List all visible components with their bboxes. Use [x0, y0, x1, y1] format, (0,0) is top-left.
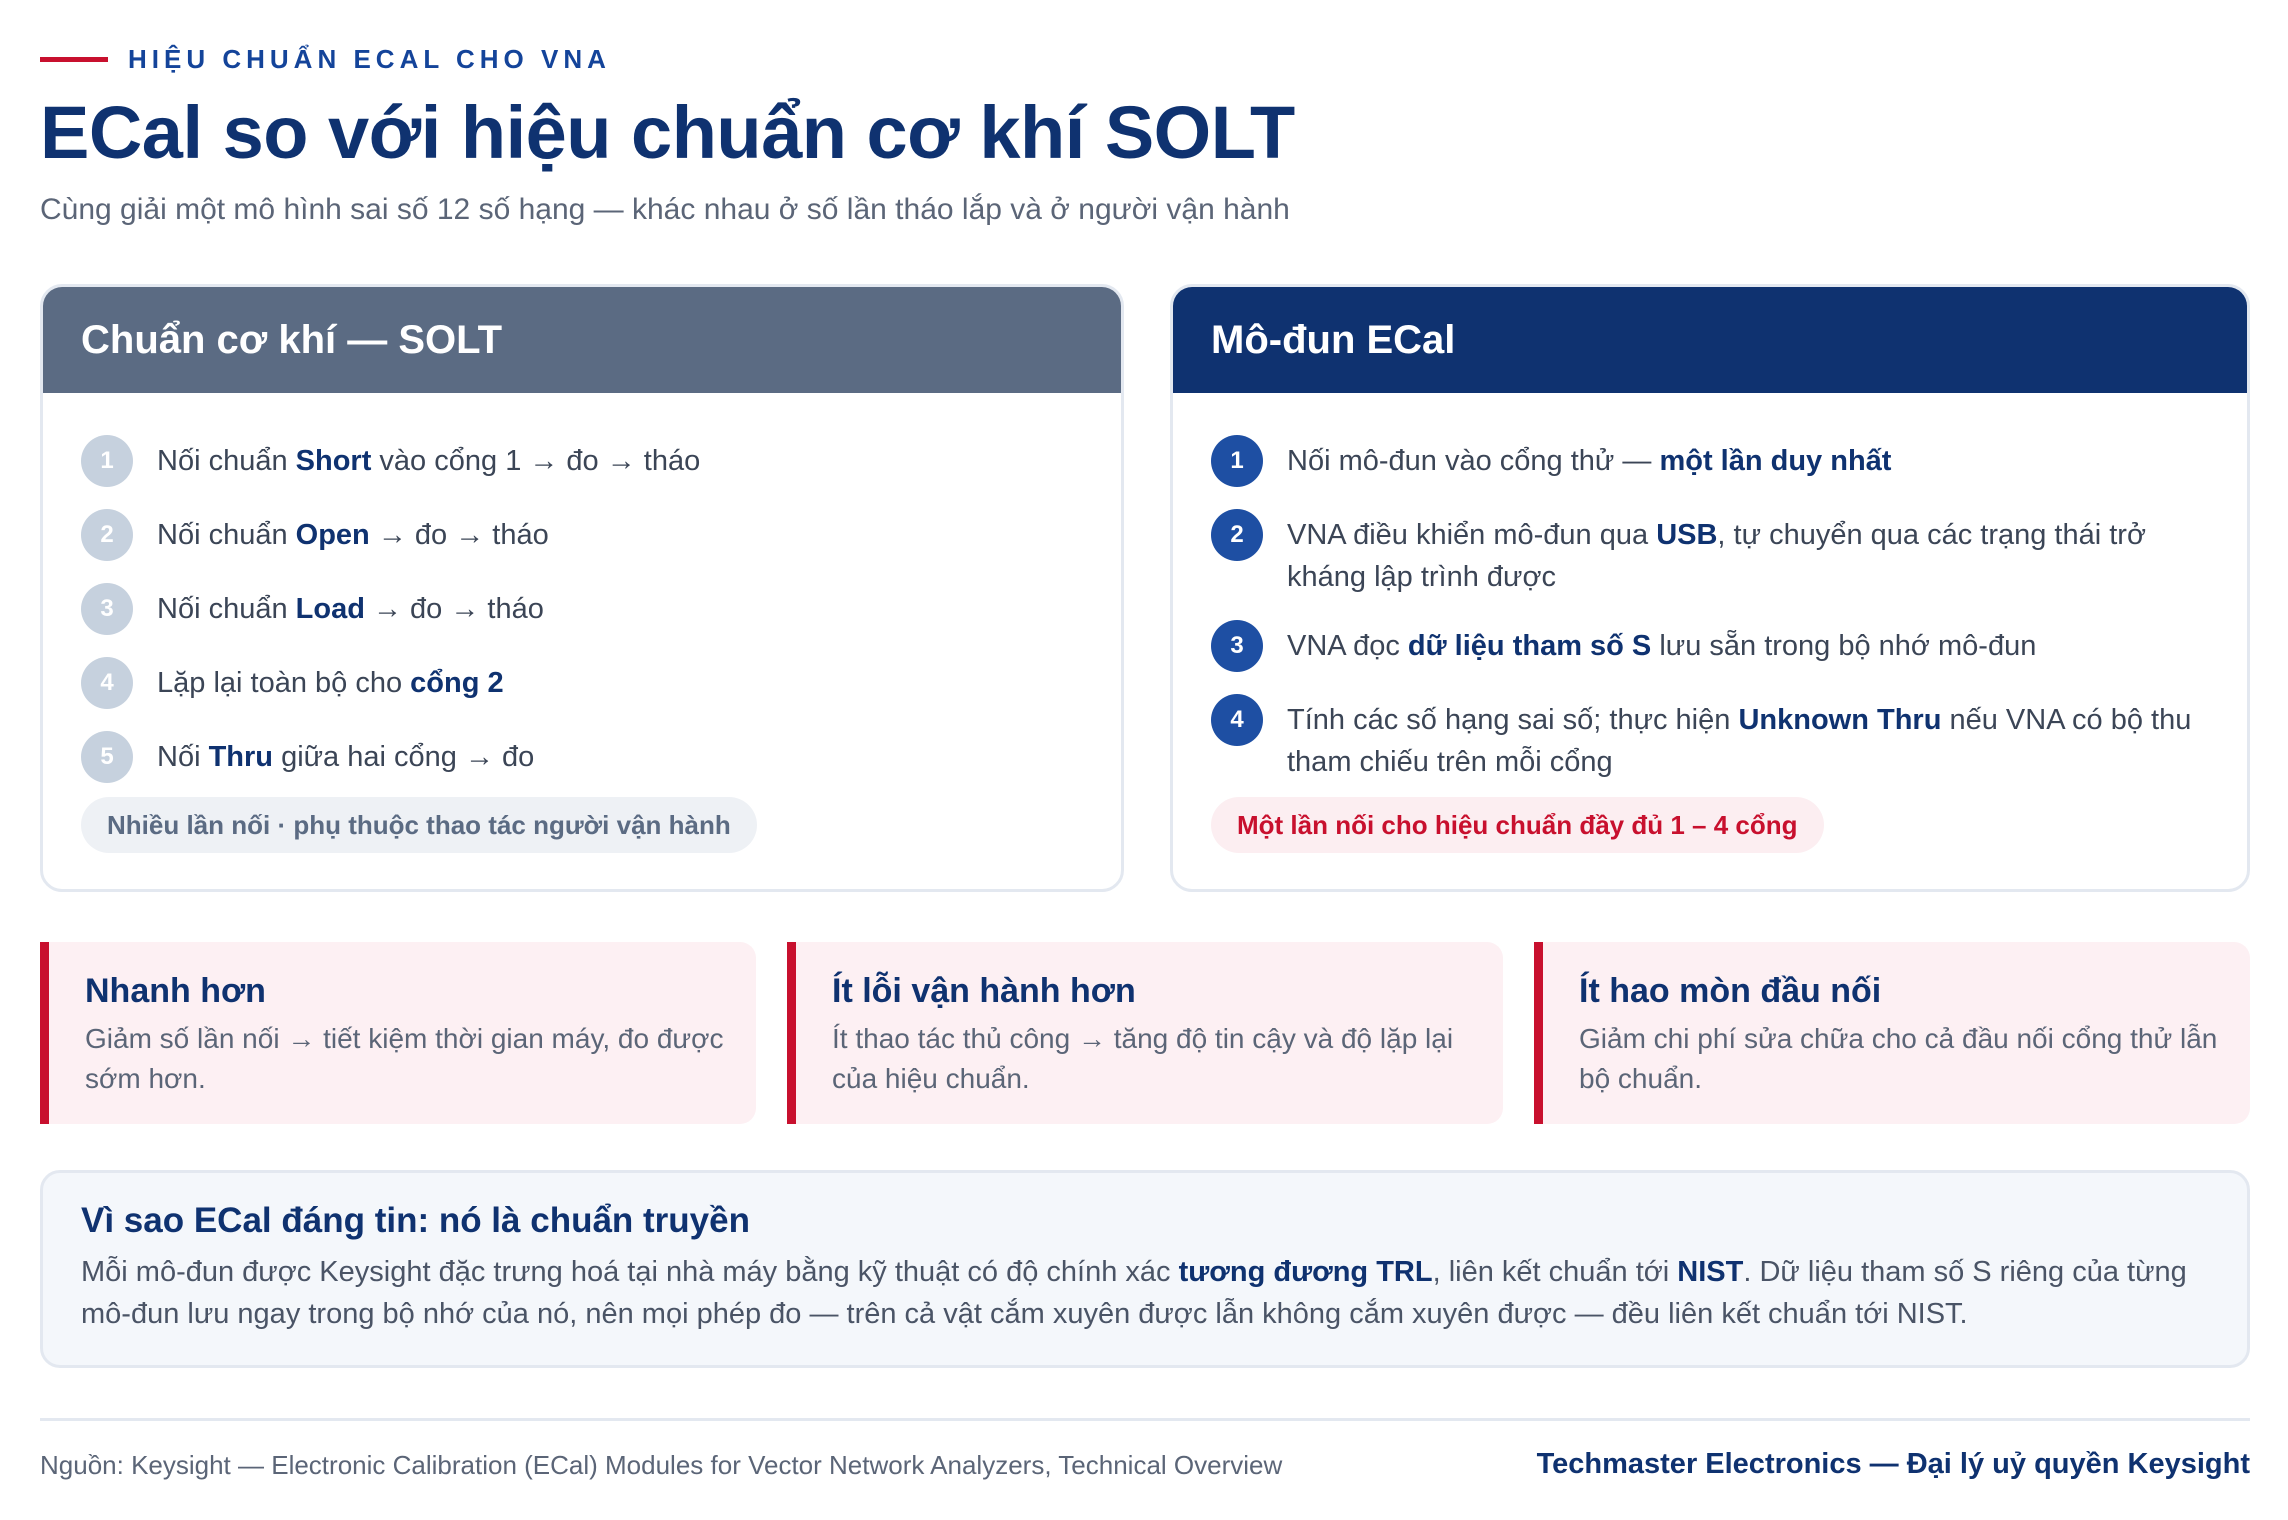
- step-text: Nối mô-đun vào cổng thử — một lần duy nhất: [1287, 445, 1892, 477]
- ecal-steps: [1173, 393, 2247, 783]
- step-number-badge: 3: [81, 583, 133, 635]
- ecal-step: [1211, 694, 2247, 783]
- step-text: VNA đọc dữ liệu tham số S lưu sẵn trong bộ nhớ mô-đun: [1287, 630, 2037, 662]
- solt-step: [81, 509, 1121, 561]
- ecal-step: [1211, 509, 2247, 598]
- step-text: Lặp lại toàn bộ cho cổng 2: [157, 667, 504, 699]
- step-number-badge: 2: [1211, 509, 1263, 561]
- benefit-title: Nhanh hơn: [85, 972, 266, 1010]
- step-number-badge: 1: [81, 435, 133, 487]
- benefit-card-fewer-errors: [787, 942, 1503, 1124]
- page-subtitle: Cùng giải một mô hình sai số 12 số hạng — khác nhau ở số lần tháo lắp và ở người vận hành: [40, 193, 1290, 226]
- benefit-description: Ít thao tác thủ công → tăng độ tin cậy và độ lặp lại của hiệu chuẩn.: [832, 1023, 1454, 1094]
- benefit-title: Ít hao mòn đầu nối: [1579, 972, 1882, 1010]
- why-body: Mỗi mô-đun được Keysight đặc trưng hoá tại nhà máy bằng kỹ thuật có độ chính xác tương đương TRL, liên kết chuẩn tới NIST. Dữ liệu tham số S riêng của từng mô-đun lưu ngay trong bộ nhớ của nó, nên mọi phép đo — trên cả vật cắm xuyên được lẫn không cắm xuyên được — đều liên kết chuẩn tới NIST.: [81, 1256, 2187, 1330]
- ecal-card: [1170, 284, 2250, 892]
- accent-line: [40, 57, 108, 62]
- solt-card: [40, 284, 1124, 892]
- step-number-badge: 3: [1211, 620, 1263, 672]
- benefit-card-faster: [40, 942, 756, 1124]
- source-citation: Nguồn: Keysight — Electronic Calibration (ECal) Modules for Vector Network Analyzers, Technical Overview: [40, 1450, 1283, 1480]
- solt-card-title: Chuẩn cơ khí — SOLT: [43, 287, 1121, 393]
- ecal-step: [1211, 620, 2247, 672]
- solt-steps: [43, 393, 1121, 783]
- benefit-description: Giảm chi phí sửa chữa cho cả đầu nối cổng thử lẫn bộ chuẩn.: [1579, 1023, 2218, 1094]
- solt-step: [81, 583, 1121, 635]
- benefit-description: Giảm số lần nối → tiết kiệm thời gian máy, đo được sớm hơn.: [85, 1023, 724, 1094]
- step-number-badge: 5: [81, 731, 133, 783]
- ecal-note-pill: Một lần nối cho hiệu chuẩn đầy đủ 1 – 4 cổng: [1211, 797, 1824, 853]
- benefit-title: Ít lỗi vận hành hơn: [832, 972, 1136, 1010]
- solt-note-pill: Nhiều lần nối · phụ thuộc thao tác người vận hành: [81, 797, 757, 853]
- step-text: Nối chuẩn Load → đo → tháo: [157, 593, 544, 625]
- ecal-step: [1211, 435, 2247, 487]
- kicker-row: [40, 44, 611, 75]
- step-text: VNA điều khiển mô-đun qua USB, tự chuyển qua các trạng thái trở kháng lập trình được: [1287, 519, 2146, 593]
- step-number-badge: 2: [81, 509, 133, 561]
- solt-step: [81, 657, 1121, 709]
- footer-divider: [40, 1418, 2250, 1421]
- benefit-card-less-wear: [1534, 942, 2250, 1124]
- why-trust-panel: [40, 1170, 2250, 1368]
- step-number-badge: 4: [81, 657, 133, 709]
- ecal-card-title: Mô-đun ECal: [1173, 287, 2247, 393]
- page-title: ECal so với hiệu chuẩn cơ khí SOLT: [40, 91, 1295, 174]
- solt-step: [81, 731, 1121, 783]
- kicker: HIỆU CHUẨN ECAL CHO VNA: [128, 44, 611, 74]
- step-text: Nối chuẩn Open → đo → tháo: [157, 519, 549, 551]
- step-text: Nối chuẩn Short vào cổng 1 → đo → tháo: [157, 445, 701, 477]
- step-text: Nối Thru giữa hai cổng → đo: [157, 741, 535, 773]
- brand-credit: Techmaster Electronics — Đại lý uỷ quyền Keysight: [1536, 1448, 2250, 1480]
- solt-step: [81, 435, 1121, 487]
- step-text: Tính các số hạng sai số; thực hiện Unknown Thru nếu VNA có bộ thu tham chiếu trên mỗi cổng: [1287, 704, 2192, 778]
- why-title: Vì sao ECal đáng tin: nó là chuẩn truyền: [81, 1201, 750, 1240]
- step-number-badge: 4: [1211, 694, 1263, 746]
- step-number-badge: 1: [1211, 435, 1263, 487]
